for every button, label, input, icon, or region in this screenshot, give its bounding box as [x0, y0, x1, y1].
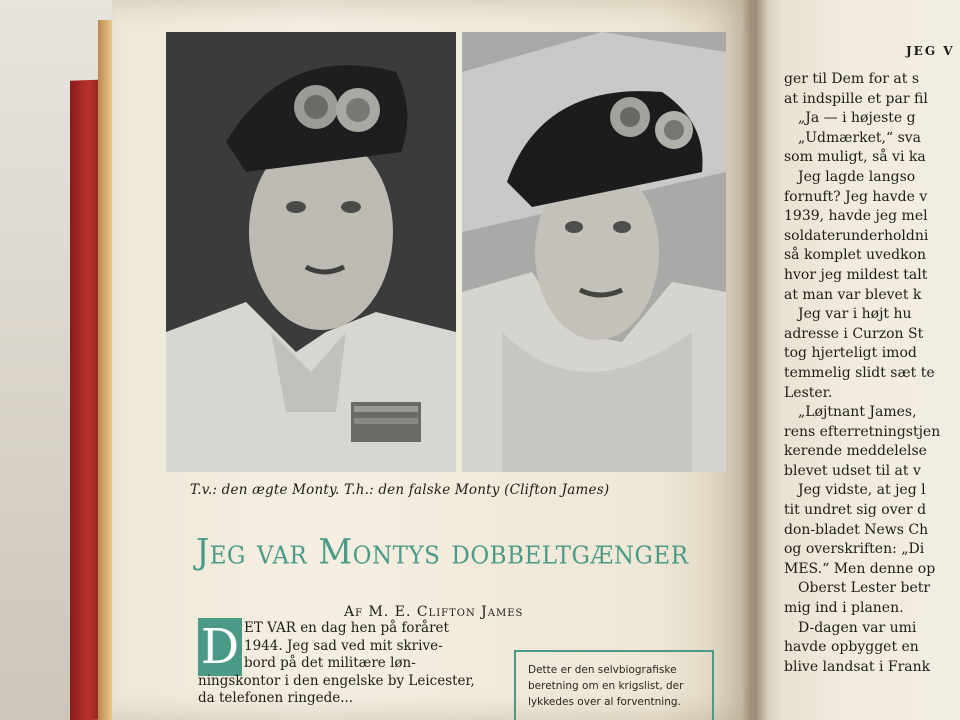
body-line: da telefonen ringede... [198, 690, 354, 706]
right-page-line: Jeg vidste, at jeg l [798, 482, 926, 499]
right-page-line: ger til Dem for at s [784, 71, 920, 87]
article-title: Jeg var Montys dobbeltgænger [196, 531, 689, 572]
right-page-line: Jeg lagde langso [798, 168, 916, 185]
drop-cap: D [198, 618, 242, 676]
portrait-false-monty-image [462, 32, 726, 472]
portrait-real-monty-image [166, 32, 456, 472]
right-page-line: og overskriften: „Di [784, 541, 925, 558]
right-page-line: rens efterretningstjen [784, 423, 941, 440]
right-page-line: mig ind i planen. [784, 600, 904, 617]
right-page-line: at man var blevet k [784, 286, 922, 303]
right-page-line: MES.“ Men denne op [784, 560, 936, 577]
right-page-line: blive landsat i Frank [784, 658, 931, 675]
article-byline: Af M. E. Clifton James [344, 604, 524, 620]
photo-false-monty [462, 32, 726, 472]
intro-box-line: beretning om en krigslist, der [528, 680, 684, 692]
right-page-line: havde opbygget en [784, 639, 919, 656]
body-line: 1944. Jeg sad ved mit skrive- [244, 637, 443, 654]
intro-box-line: lykkedes over al forventning. [528, 696, 681, 708]
body-line: ningskontor i den engelske by Leicester, [198, 672, 475, 689]
right-page-line: adresse i Curzon St [784, 325, 924, 342]
intro-box-line: Dette er den selvbiografiske [528, 664, 677, 676]
right-page-line: som muligt, så vi ka [784, 149, 926, 166]
right-page-line: at indspille et par fil [784, 90, 928, 107]
body-line: bord på det militære løn- [244, 655, 416, 671]
book-gutter [742, 0, 768, 720]
right-page-line: temmelig slidt sæt te [784, 364, 935, 381]
right-page-line: tog hjerteligt imod [784, 345, 917, 362]
photo-caption: T.v.: den ægte Monty. T.h.: den falske Monty (Clifton James) [190, 482, 610, 498]
right-page-line: hvor jeg mildest talt [784, 266, 928, 283]
photo-real-monty [166, 32, 456, 472]
article-body [198, 620, 498, 708]
right-page-line: kerende meddelelse [784, 443, 927, 460]
right-page-line: „Ja — i højeste g [798, 110, 916, 127]
right-page-line: Oberst Lester betr [798, 580, 931, 597]
right-page-line: „Løjtnant James, [798, 404, 917, 421]
body-line: ET VAR en dag hen på foråret [244, 620, 449, 636]
right-page-line: soldaterunderholdni [784, 227, 929, 244]
right-page-line: Lester. [784, 384, 833, 401]
intro-box [514, 650, 714, 720]
right-page-line: fornuft? Jeg havde v [784, 188, 928, 205]
right-page-line: D-dagen var umi [798, 619, 917, 636]
right-page-line: „Udmærket,“ sva [798, 129, 922, 146]
running-head: JEG V [906, 44, 955, 58]
right-page-text [784, 70, 960, 677]
right-page-line: blevet udset til at v [784, 462, 921, 479]
right-page-line: tit undret sig over d [784, 502, 927, 519]
right-page-line: don-bladet News Ch [784, 521, 929, 538]
right-page-line: 1939, havde jeg mel [784, 208, 928, 225]
right-page-line: Jeg var i højt hu [798, 306, 912, 323]
right-page-line: så komplet uvedkon [784, 247, 927, 264]
